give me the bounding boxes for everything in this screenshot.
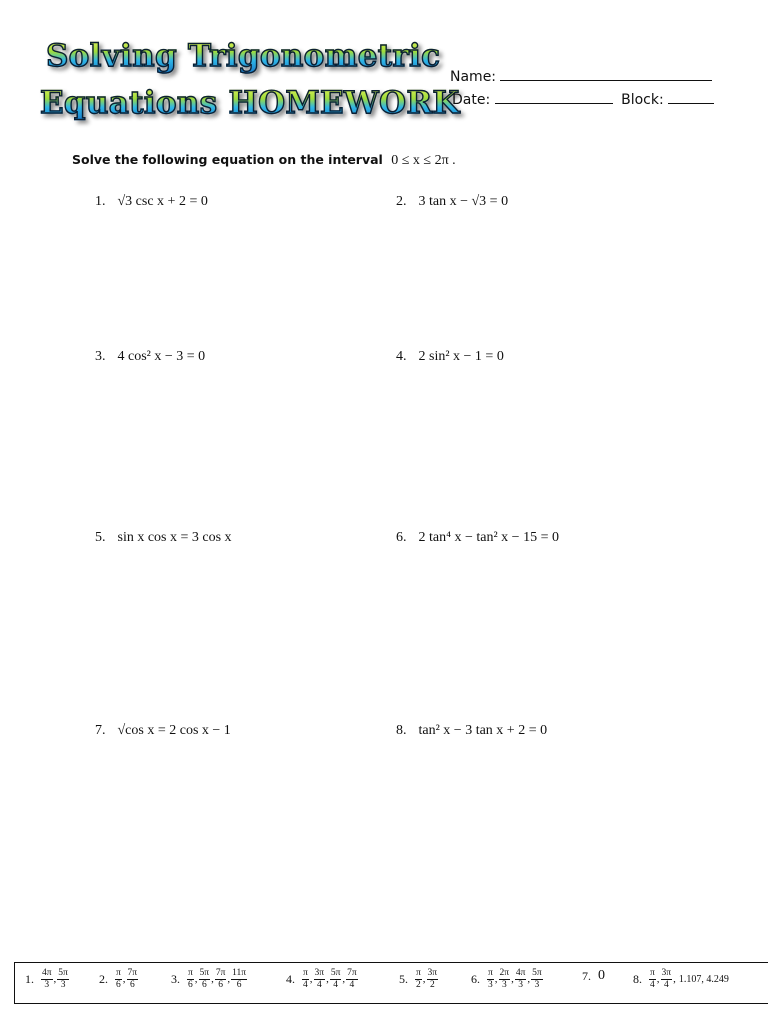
- answer-item-4: [286, 968, 358, 991]
- fraction-denominator: 4: [316, 980, 322, 990]
- fraction-denominator: 6: [201, 980, 207, 990]
- problem-4: [396, 349, 504, 365]
- problem-equation: 2 tan⁴ x − tan² x − 15 = 0: [418, 530, 559, 545]
- problem-8: [396, 723, 547, 739]
- answer-separator: ,: [309, 973, 313, 985]
- problem-2: [396, 194, 508, 210]
- answer-item-3: [171, 968, 247, 991]
- answer-value: 0: [598, 968, 605, 983]
- answer-item-1: [25, 968, 69, 991]
- answer-number: 6.: [471, 972, 480, 986]
- worksheet-title-line-2: Equations HOMEWORK: [40, 85, 460, 121]
- fraction-denominator: 4: [349, 980, 355, 990]
- answer-number: 2.: [99, 972, 108, 986]
- answer-fraction: [415, 968, 422, 991]
- answer-number: 7.: [582, 968, 591, 983]
- fraction-numerator: π: [416, 968, 421, 978]
- fraction-numerator: π: [303, 968, 308, 978]
- date-label: Date:: [452, 92, 491, 108]
- answer-separator: ,: [527, 973, 531, 985]
- answer-fraction: [346, 968, 358, 991]
- fraction-numerator: 7π: [127, 968, 138, 978]
- answer-fraction: [115, 968, 122, 991]
- answer-decimal-values: 1.107, 4.249: [678, 974, 729, 985]
- answer-fraction: [215, 968, 227, 991]
- fraction-denominator: 4: [663, 980, 669, 990]
- answer-item-2: [99, 968, 138, 991]
- fraction-numerator: π: [488, 968, 493, 978]
- answer-fraction: [57, 968, 69, 991]
- problem-number: 5.: [95, 530, 106, 545]
- answer-fraction: [187, 968, 194, 991]
- answer-item-6: [471, 968, 543, 991]
- fraction-denominator: 3: [518, 980, 523, 990]
- fraction-numerator: 7π: [215, 968, 226, 978]
- answer-separator: ,: [342, 973, 346, 985]
- fraction-numerator: 2π: [499, 968, 510, 978]
- answer-separator: ,: [227, 973, 231, 985]
- block-blank-line[interactable]: [668, 89, 714, 104]
- name-blank-line[interactable]: [500, 66, 712, 81]
- answer-separator: ,: [422, 973, 426, 985]
- fraction-numerator: 3π: [427, 968, 438, 978]
- instructions-text: Solve the following equation on the interval: [72, 152, 383, 167]
- answer-fraction: [499, 968, 511, 991]
- fraction-numerator: π: [188, 968, 193, 978]
- answer-separator: ,: [511, 973, 514, 985]
- answer-fraction: [649, 968, 656, 991]
- fraction-numerator: 4π: [42, 968, 52, 978]
- problem-number: 1.: [95, 194, 106, 209]
- fraction-numerator: 5π: [532, 968, 542, 978]
- fraction-numerator: 3π: [661, 968, 672, 978]
- answer-separator: ,: [211, 973, 214, 985]
- answer-number: 3.: [171, 972, 180, 986]
- interval-expression: 0 ≤ x ≤ 2π .: [391, 153, 456, 168]
- answer-separator: ,: [673, 973, 676, 985]
- problem-7: [95, 723, 231, 739]
- name-label: Name:: [450, 69, 497, 85]
- block-label: Block:: [621, 92, 664, 108]
- fraction-denominator: 4: [650, 980, 655, 990]
- fraction-denominator: 3: [534, 980, 540, 990]
- fraction-denominator: 3: [488, 980, 493, 990]
- fraction-numerator: 7π: [347, 968, 357, 978]
- problem-equation: sin x cos x = 3 cos x: [117, 530, 232, 545]
- fraction-denominator: 6: [236, 980, 242, 990]
- answer-number: 4.: [286, 972, 295, 986]
- fraction-denominator: 4: [303, 980, 308, 990]
- name-field[interactable]: [450, 66, 712, 85]
- problem-equation: 4 cos² x − 3 = 0: [117, 349, 206, 364]
- answer-separator: ,: [122, 973, 126, 985]
- answer-fraction: [231, 968, 247, 991]
- fraction-denominator: 4: [333, 980, 338, 990]
- answer-number: 8.: [633, 972, 642, 986]
- problem-number: 6.: [396, 530, 407, 545]
- date-block-row: [452, 89, 714, 108]
- answer-fraction: [515, 968, 527, 991]
- answer-number: 5.: [399, 972, 408, 986]
- problem-equation: 2 sin² x − 1 = 0: [418, 349, 504, 364]
- problem-number: 2.: [396, 194, 407, 209]
- fraction-denominator: 6: [129, 980, 135, 990]
- problem-1: [95, 194, 208, 210]
- problem-equation: tan² x − 3 tan x + 2 = 0: [418, 723, 548, 738]
- answer-fraction: [487, 968, 494, 991]
- answer-fraction: [314, 968, 326, 991]
- answer-fraction: [427, 968, 439, 991]
- answer-item-7: [582, 968, 605, 984]
- answer-fraction: [199, 968, 211, 991]
- problem-5: [95, 530, 232, 546]
- fraction-denominator: 6: [116, 980, 121, 990]
- answer-separator: ,: [53, 973, 57, 985]
- answer-fraction: [531, 968, 543, 991]
- instructions: [72, 152, 456, 169]
- fraction-numerator: 3π: [314, 968, 325, 978]
- answer-number: 1.: [25, 972, 34, 986]
- problem-equation: √cos x = 2 cos x − 1: [117, 723, 231, 738]
- answer-fraction: [330, 968, 342, 991]
- answer-separator: ,: [494, 973, 498, 985]
- answer-fraction: [661, 968, 673, 991]
- fraction-denominator: 2: [429, 980, 435, 990]
- problem-number: 4.: [396, 349, 407, 364]
- problem-number: 3.: [95, 349, 106, 364]
- problem-6: [396, 530, 559, 546]
- fraction-numerator: 5π: [58, 968, 68, 978]
- problem-number: 8.: [396, 723, 407, 738]
- fraction-numerator: π: [650, 968, 655, 978]
- fraction-numerator: π: [116, 968, 121, 978]
- answer-separator: ,: [326, 973, 329, 985]
- fraction-denominator: 2: [416, 980, 421, 990]
- fraction-denominator: 3: [60, 980, 66, 990]
- fraction-denominator: 6: [188, 980, 193, 990]
- problem-number: 7.: [95, 723, 106, 738]
- fraction-numerator: 11π: [232, 968, 247, 978]
- answer-fraction: [127, 968, 139, 991]
- fraction-numerator: 5π: [330, 968, 341, 978]
- fraction-denominator: 3: [44, 980, 50, 990]
- fraction-numerator: 4π: [515, 968, 526, 978]
- problem-equation: 3 tan x − √3 = 0: [418, 194, 509, 209]
- problem-3: [95, 349, 205, 365]
- answer-fraction: [302, 968, 309, 991]
- answer-item-8: [633, 968, 729, 991]
- fraction-denominator: 3: [501, 980, 507, 990]
- worksheet-title-line-1: Solving Trigonometric: [46, 38, 441, 74]
- problem-equation: √3 csc x + 2 = 0: [117, 194, 208, 209]
- answer-fraction: [41, 968, 53, 991]
- answer-separator: ,: [656, 973, 660, 985]
- fraction-denominator: 6: [218, 980, 223, 990]
- answer-key: [14, 962, 768, 1004]
- answer-separator: ,: [194, 973, 198, 985]
- date-blank-line[interactable]: [495, 89, 613, 104]
- fraction-numerator: 5π: [199, 968, 210, 978]
- answer-item-5: [399, 968, 438, 991]
